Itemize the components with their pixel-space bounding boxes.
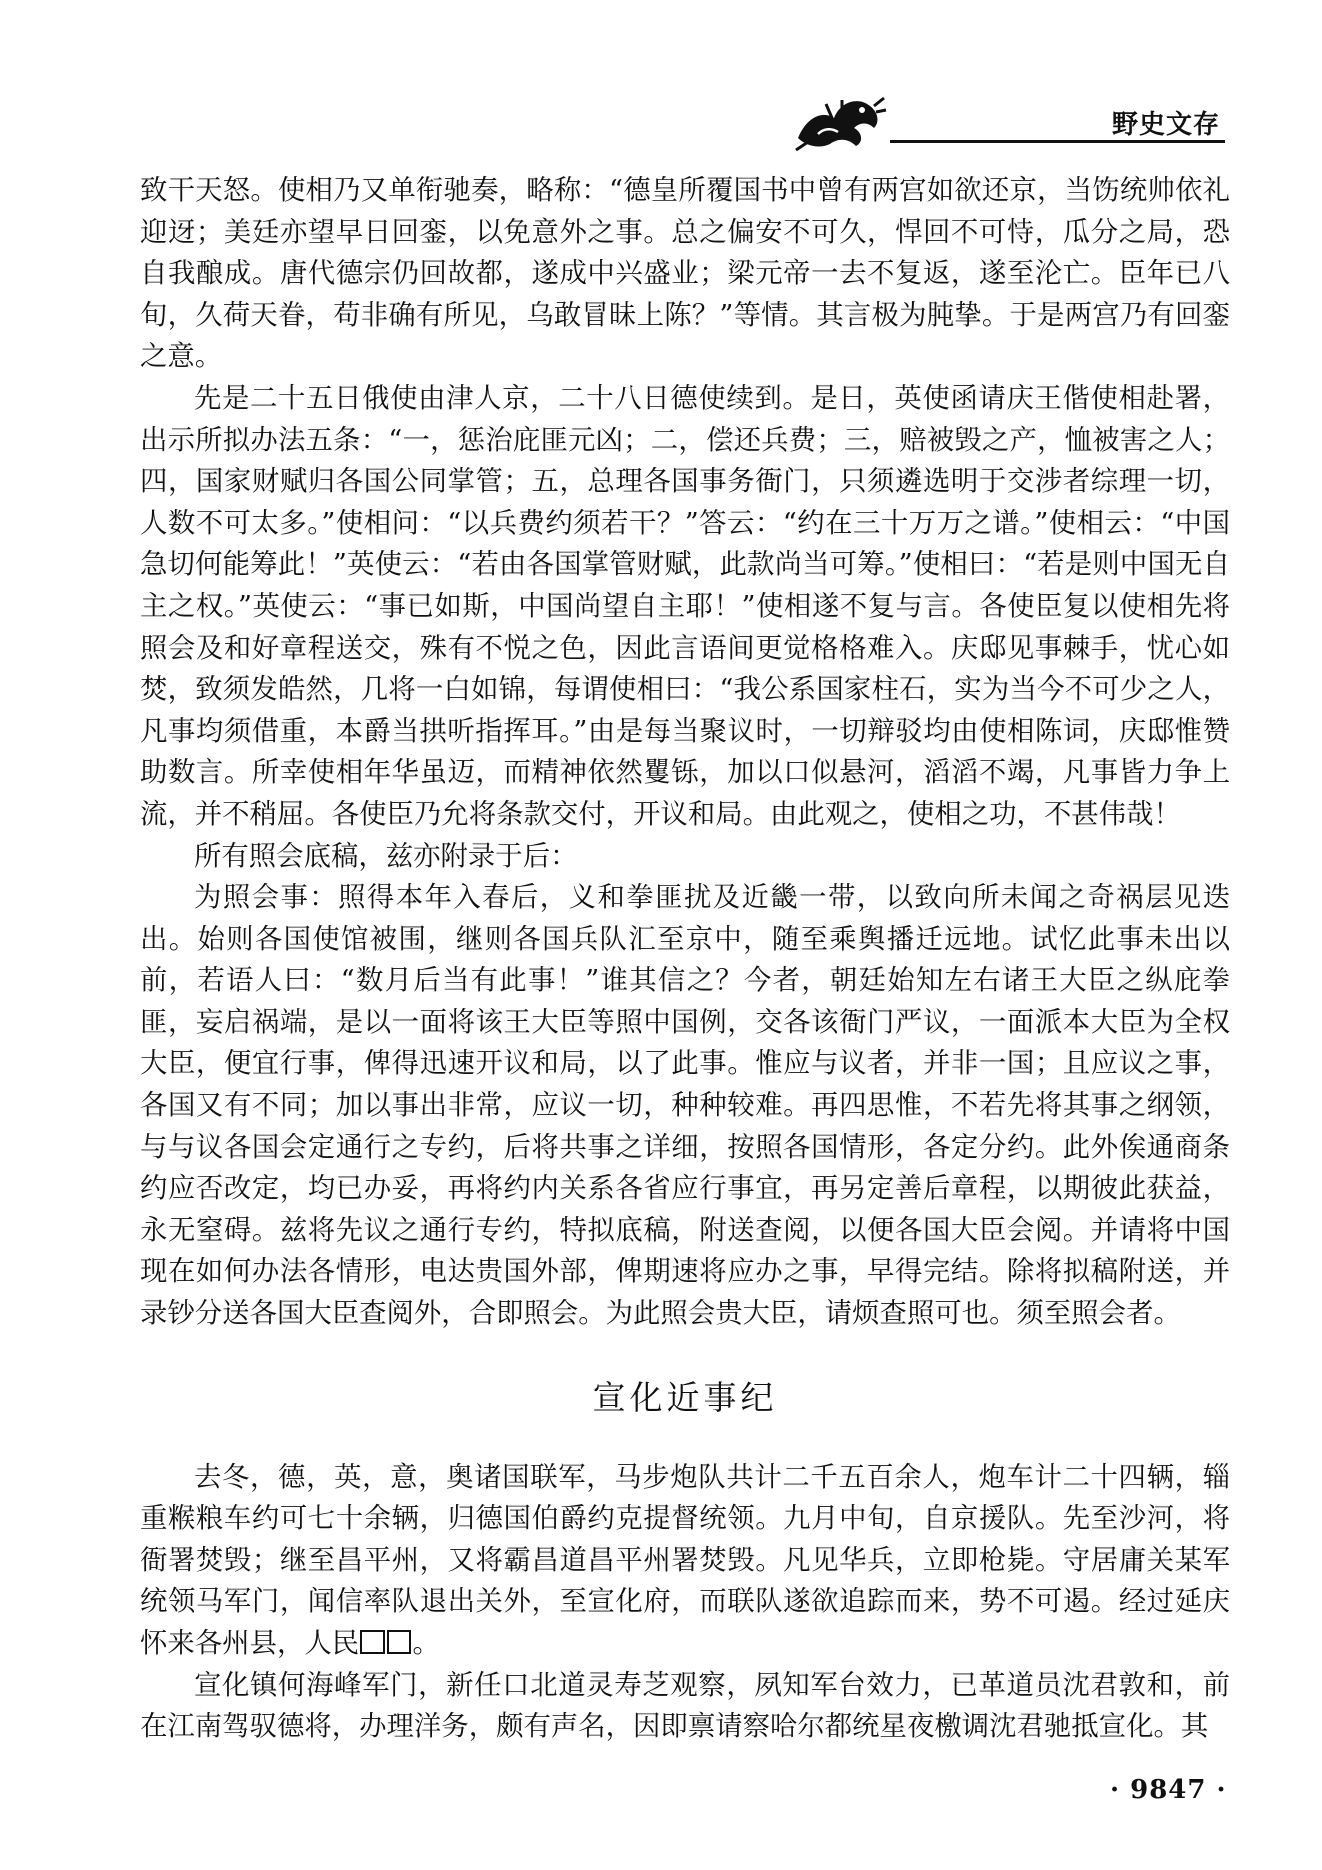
missing-character-box — [360, 1630, 385, 1655]
paragraph: 所有照会底稿，兹亦附录于后： — [194, 840, 578, 872]
section-title: 宣化近事纪 — [592, 1377, 778, 1417]
paragraph: 致干天怒。使相乃又单衔驰奏，略称：“德皇所覆国书中曾有两宫如欲还京，当饬统帅依礼迎迓；美廷亦望早日回銮，以免意外之事。总之偏安不可久，悍回不可恃，瓜分之局，恐自我酿成。唐代德宗仍回故都，遂成中兴盛业；梁元帝一去不复返，遂至沦亡。臣年已八旬，久荷天眷，苟非确有所见，乌敢冒昧上陈？”等情。其言极为肫挚。于是两宫乃有回銮之意。 — [140, 175, 1230, 373]
paragraph: 为照会事：照得本年入春后，义和拳匪扰及近畿一带，以致向所未闻之奇祸层见迭出。始则各国使馆被围，继则各国兵队汇至京中，随至乘舆播迁远地。试忆此事未出以前，若语人曰：“数月后当有此事！”谁其信之？今者，朝廷始知左右诸王大臣之纵庇拳匪，妄启祸端，是以一面将该王大臣等照中国例，交各该衙门严议，一面派本大臣为全权大臣，便宜行事，俾得迅速开议和局，以了此事。惟应与议者，并非一国；且应议之事，各国又有不同；加以事出非常，应议一切，种种较难。再四思惟，不若先将其事之纲领，与与议各国会定通行之专约，后将共事之详细，按照各国情形，各定分约。此外俟通商条约应否改定，均已办妥，再将约内关系各省应行事宜，再另定善后章程，以期彼此获益，永无窒碍。兹将先议之通行专约，特拟底稿，附送查阅，以便各国大臣会阅。并请将中国现在如何办法各情形，电达贵国外部，俾期速将应办之事，早得完结。除将拟稿附送，并录钞分送各国大臣查阅外，合即照会。为此照会贵大臣，请烦查照可也。须至照会者。 — [140, 882, 1230, 1330]
missing-character-box — [387, 1630, 412, 1655]
paragraph-text: 去冬，德，英，意，奥诸国联军，马步炮队共计二千五百余人，炮车计二十四辆，辎重糇粮车约可七十余辆，归德国伯爵约克提督统领。九月中旬，自京援队。先至沙河，将衙署焚毁；继至昌平州，又将霸昌道昌平州署焚毁。凡见华兵，立即枪毙。守居庸关某军统领马军门，闻信率队退出关外，至宣化府，而联队遂欲追踪而来，势不可遏。经过延庆怀来各州县，人民 — [140, 1461, 1230, 1659]
paragraph: 宣化镇何海峰军门，新任口北道灵寿芝观察，夙知军台效力，已革道员沈君敦和，前在江南驾驭德将，办理洋务，颇有声名，因即禀请察哈尔都统星夜檄调沈君驰抵宣化。其 — [140, 1669, 1230, 1743]
series-title: 野史文存 — [1111, 110, 1220, 140]
dragon-emblem-icon — [788, 88, 888, 152]
paragraph: 先是二十五日俄使由津人京，二十八日德使续到。是日，英使函请庆王偕使相赴署，出示所拟办法五条：“一，惩治庇匪元凶；二，偿还兵费；三，赔被毁之产，恤被害之人；四，国家财赋归各国公同掌管；五，总理各国事务衙门，只须遴选明于交涉者综理一切，人数不可太多。”使相问：“以兵费约须若干？”答云：“约在三十万万之谱。”使相云：“中国急切何能筹此！”英使云：“若由各国掌管财赋，此款尚当可筹。”使相曰：“若是则中国无自主之权。”英使云：“事已如斯，中国尚望自主耶！”使相遂不复与言。各使臣复以使相先将照会及和好章程送交，殊有不悦之色，因此言语间更觉格格难入。庆邸见事棘手，忧心如焚，致须发皓然，几将一白如锦，每谓使相曰：“我公系国家柱石，实为当今不可少之人，凡事均须借重，本爵当拱听指挥耳。”由是每当聚议时，一切辩驳均由使相陈词，庆邸惟赞助数言。所幸使相年华虽迈，而精神依然矍铄，加以口似悬河，滔滔不竭，凡事皆力争上流，并不稍屈。各使臣乃允将条款交付，开议和局。由此观之，使相之功，不甚伟哉！ — [140, 382, 1230, 830]
page-body — [140, 170, 1230, 1748]
running-header — [780, 84, 1230, 156]
paragraph-end: 。 — [412, 1628, 440, 1659]
paragraph — [140, 1457, 1230, 1665]
page-number: · 9847 · — [1110, 1775, 1227, 1805]
